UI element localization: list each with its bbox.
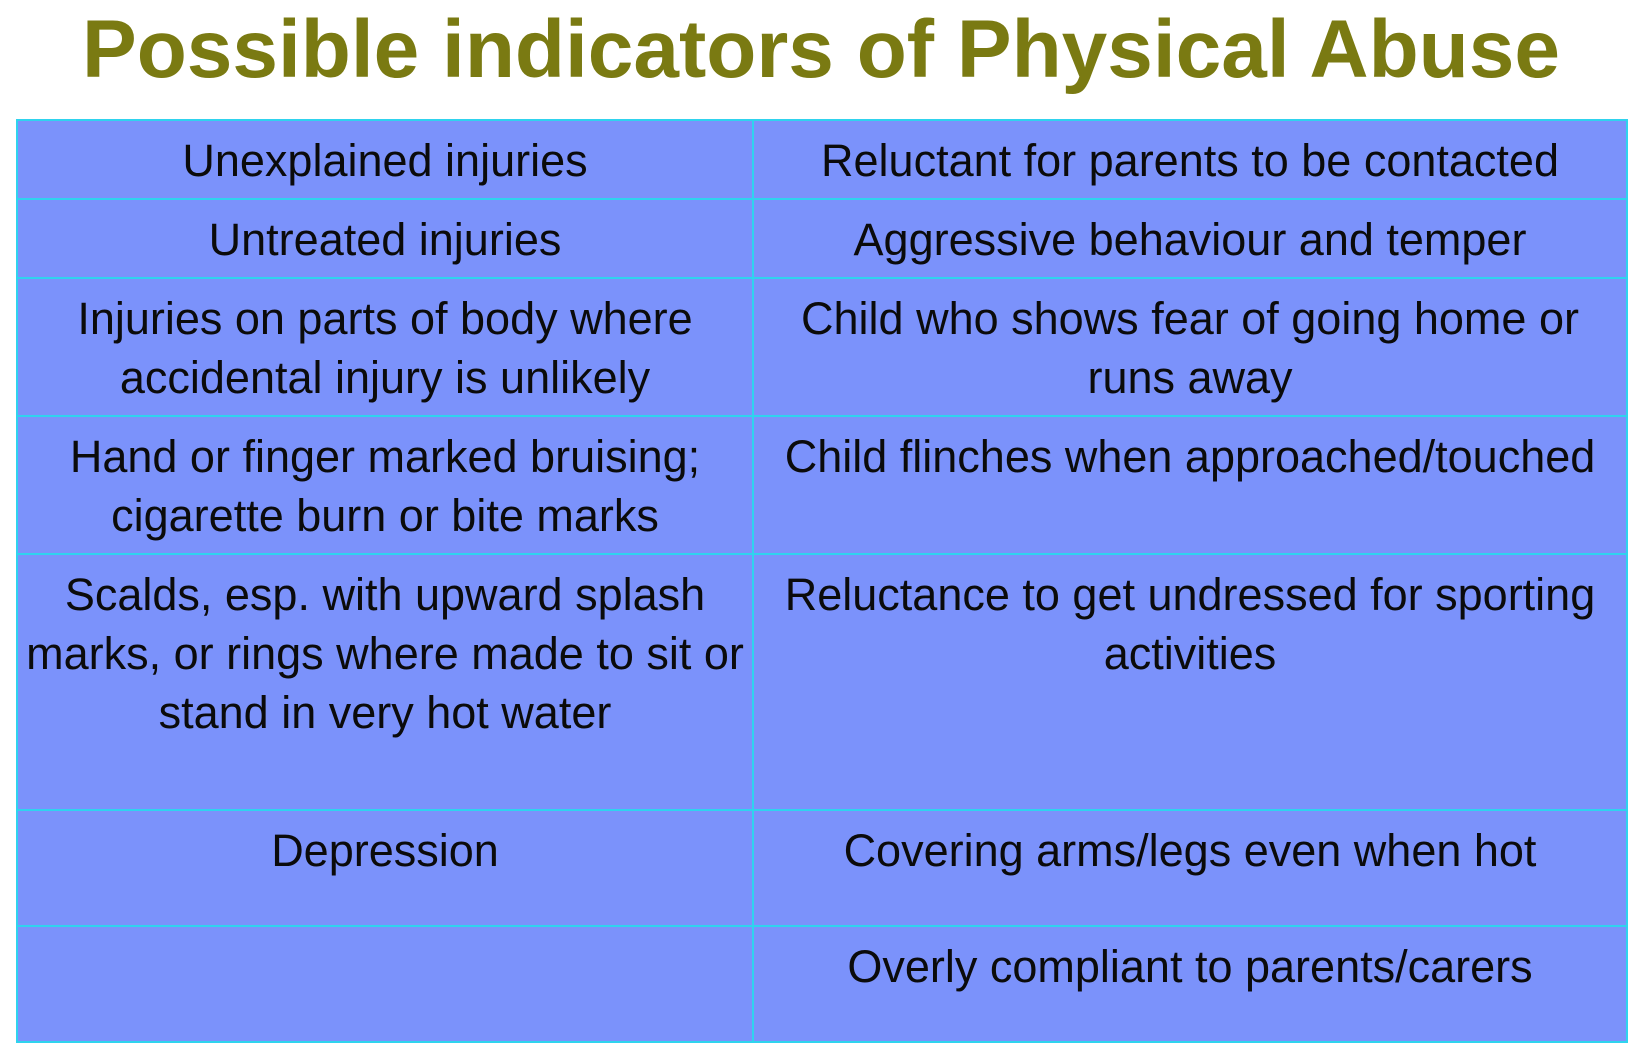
table-cell-right: Overly compliant to parents/carers bbox=[753, 926, 1627, 1042]
table-row bbox=[17, 278, 1627, 416]
table-row bbox=[17, 810, 1627, 926]
table-cell-right: Reluctance to get undressed for sporting activities bbox=[753, 554, 1627, 810]
table-cell-left: Injuries on parts of body where accidental injury is unlikely bbox=[17, 278, 753, 416]
table-cell-left: Scalds, esp. with upward splash marks, or rings where made to sit or stand in very hot water bbox=[17, 554, 753, 810]
table-cell-right: Child flinches when approached/touched bbox=[753, 416, 1627, 554]
table-cell-left bbox=[17, 926, 753, 1042]
table-row bbox=[17, 926, 1627, 1042]
table-cell-left: Untreated injuries bbox=[17, 199, 753, 278]
indicators-table bbox=[16, 119, 1628, 1043]
table-row bbox=[17, 199, 1627, 278]
table-cell-left: Hand or finger marked bruising; cigarette burn or bite marks bbox=[17, 416, 753, 554]
table-cell-right: Reluctant for parents to be contacted bbox=[753, 120, 1627, 199]
table-row bbox=[17, 120, 1627, 199]
table-cell-right: Aggressive behaviour and temper bbox=[753, 199, 1627, 278]
table-row bbox=[17, 554, 1627, 810]
table-cell-right: Child who shows fear of going home or runs away bbox=[753, 278, 1627, 416]
table-cell-left: Unexplained injuries bbox=[17, 120, 753, 199]
table-row bbox=[17, 416, 1627, 554]
page-title: Possible indicators of Physical Abuse bbox=[82, 4, 1560, 95]
table-cell-left: Depression bbox=[17, 810, 753, 926]
table-cell-right: Covering arms/legs even when hot bbox=[753, 810, 1627, 926]
